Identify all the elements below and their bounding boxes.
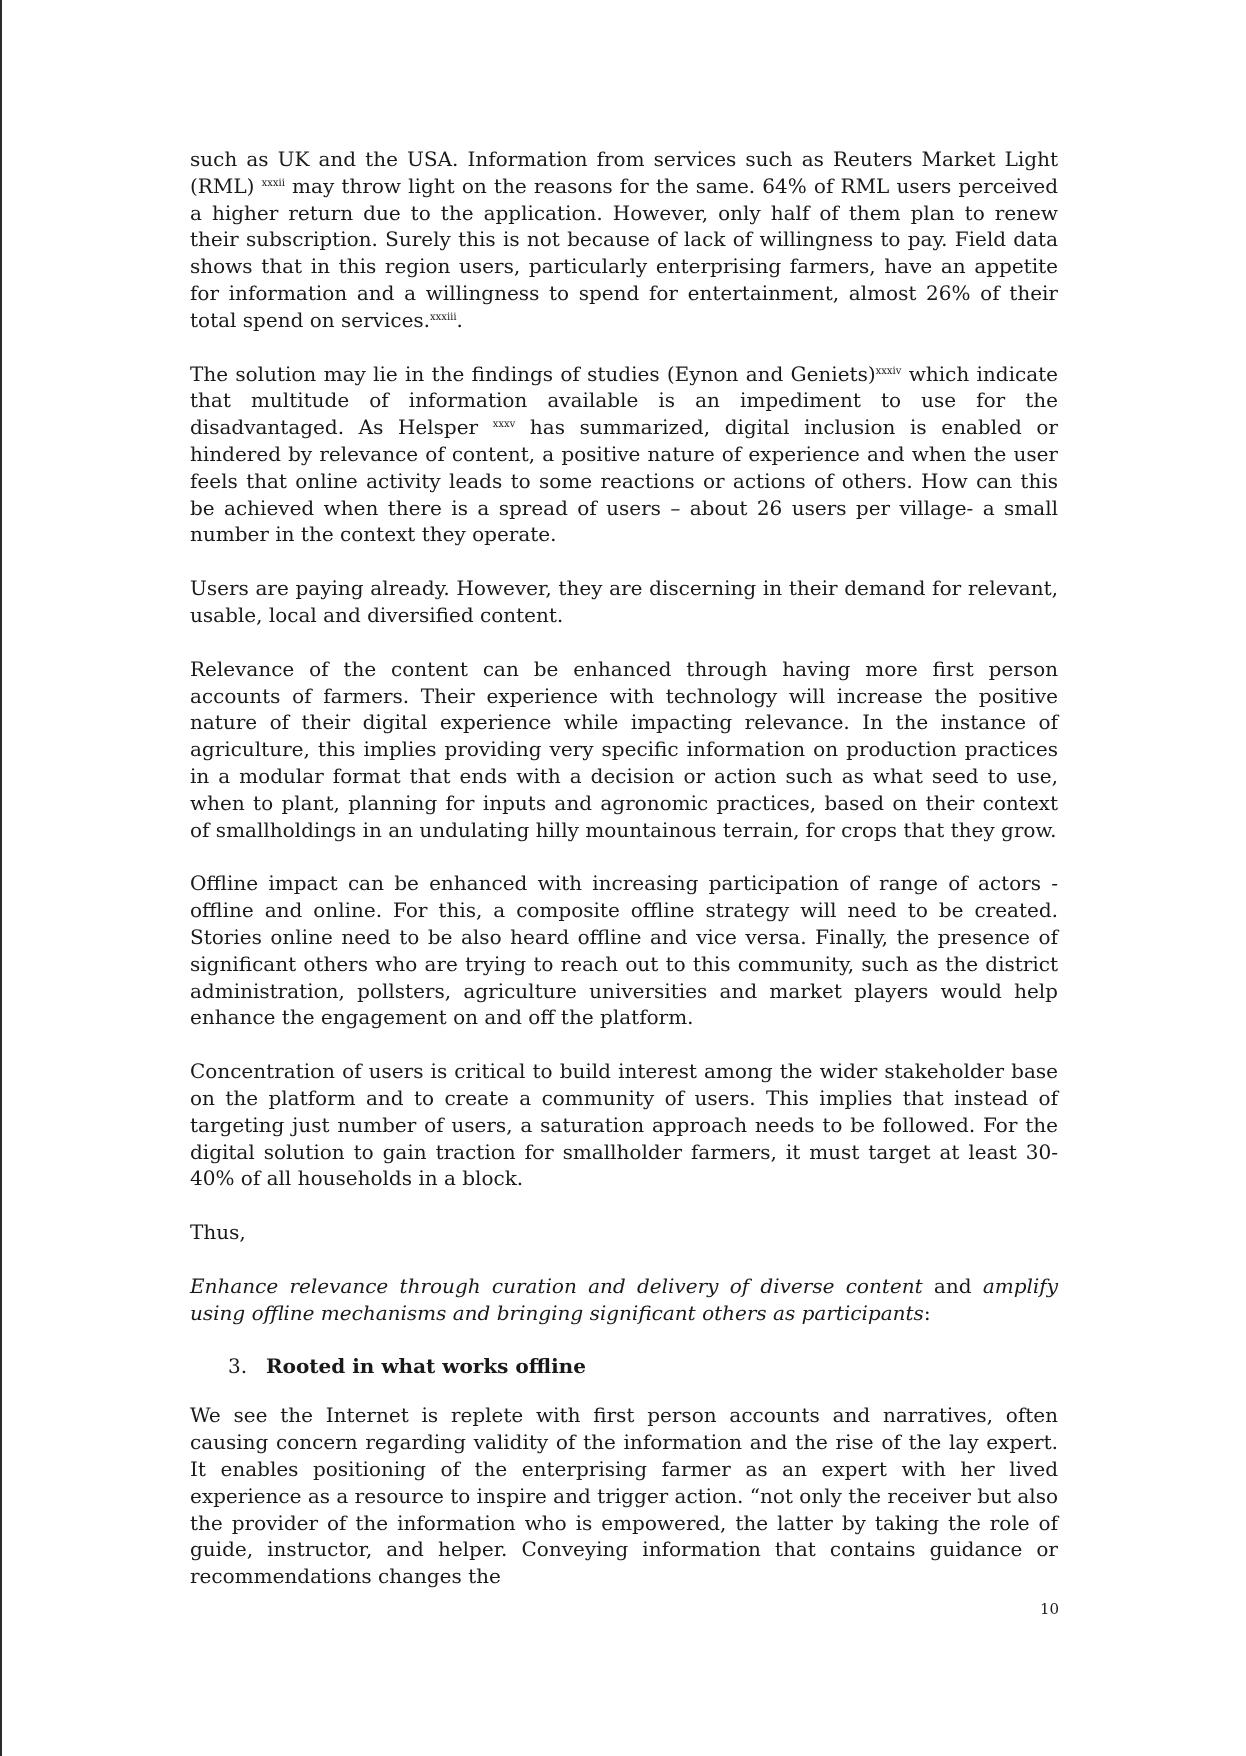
- paragraph-text: which indicate that multitude of information available is an impediment to use for the disadvantaged. As Helsper: [190, 361, 1058, 440]
- paragraph-recommendation: [190, 1273, 1058, 1327]
- paragraph-text: .: [456, 307, 463, 332]
- endnote-marker[interactable]: xxxiii: [430, 311, 457, 323]
- page-edge-rule: [0, 0, 2, 1756]
- section-title: Rooted in what works offline: [266, 1354, 586, 1379]
- document-page: [190, 146, 1058, 1617]
- paragraph-internet-narratives: We see the Internet is replete with first person accounts and narratives, often causing concern regarding validity of the information and the rise of the lay expert. It enables positioning of the enterprising farmer as an expert with her lived experience as a resource to inspire and trigger action. “not only the receiver but also the provider of the information who is empowered, the latter by taking the role of guide, instructor, and helper. Conveying information that contains guidance or recommendations changes the: [190, 1403, 1058, 1589]
- paragraph-text: such as UK and the USA. Information from services such as Reuters Market Light (RML): [190, 147, 1058, 198]
- paragraph-users-paying: Users are paying already. However, they are discerning in their demand for relevant, usable, local and diversified content.: [190, 576, 1058, 627]
- paragraph-text: :: [923, 1300, 931, 1325]
- paragraph-relevance: Relevance of the content can be enhanced through having more first person accounts of farmers. Their experience with technology will increase the positive nature of their digital experience while impacting relevance. In the instance of agriculture, this implies providing very specific information on production practices in a modular format that ends with a decision or action such as what seed to use, when to plant, planning for inputs and agronomic practices, based on their context of smallholdings in an undulating hilly mountainous terrain, for crops that they grow.: [190, 656, 1058, 842]
- paragraph-text: The solution may lie in the findings of studies (Eynon and Geniets): [190, 361, 876, 386]
- endnote-marker[interactable]: xxxv: [492, 419, 516, 431]
- paragraph-solution: [190, 361, 1058, 549]
- page-number: 10: [1040, 1600, 1060, 1618]
- paragraph-text: and: [922, 1273, 983, 1298]
- section-number: 3.: [228, 1354, 248, 1379]
- paragraph-offline-impact: Offline impact can be enhanced with increasing participation of range of actors - offline and online. For this, a composite offline strategy will need to be created. Stories online need to be also heard offline and vice versa. Finally, the presence of significant others who are trying to reach out to this community, such as the district administration, pollsters, agriculture universities and market players would help enhance the engagement on and off the platform.: [190, 871, 1058, 1030]
- paragraph-concentration: Concentration of users is critical to build interest among the wider stakeholder base on the platform and to create a community of users. This implies that instead of targeting just number of users, a saturation approach needs to be followed. For the digital solution to gain traction for smallholder farmers, it must target at least 30-40% of all households in a block.: [190, 1059, 1058, 1191]
- emphasis-text: amplify using offline mechanisms and bringing significant others as participants: [190, 1273, 1058, 1325]
- endnote-marker[interactable]: xxxiv: [875, 365, 902, 377]
- emphasis-text: Enhance relevance through curation and delivery of diverse content: [190, 1273, 923, 1298]
- section-heading: [190, 1353, 1058, 1379]
- paragraph-thus: Thus,: [190, 1220, 246, 1245]
- endnote-marker[interactable]: xxxii: [261, 177, 285, 189]
- paragraph-text: has summarized, digital inclusion is enabled or hindered by relevance of content, a positive nature of experience and when the user feels that online activity leads to some reactions or actions of others. How can this be achieved when there is a spread of users – about 26 users per village- a small number in the context they operate.: [190, 415, 1058, 547]
- paragraph-text: may throw light on the reasons for the same. 64% of RML users perceived a higher return due to the application. However, only half of them plan to renew their subscription. Surely this is not because of lack of willingness to pay. Field data shows that in this region users, particularly enterprising farmers, have an appetite for information and a willingness to spend for entertainment, almost 26% of their total spend on services.: [190, 173, 1059, 332]
- paragraph-rml-subscription: [190, 146, 1058, 334]
